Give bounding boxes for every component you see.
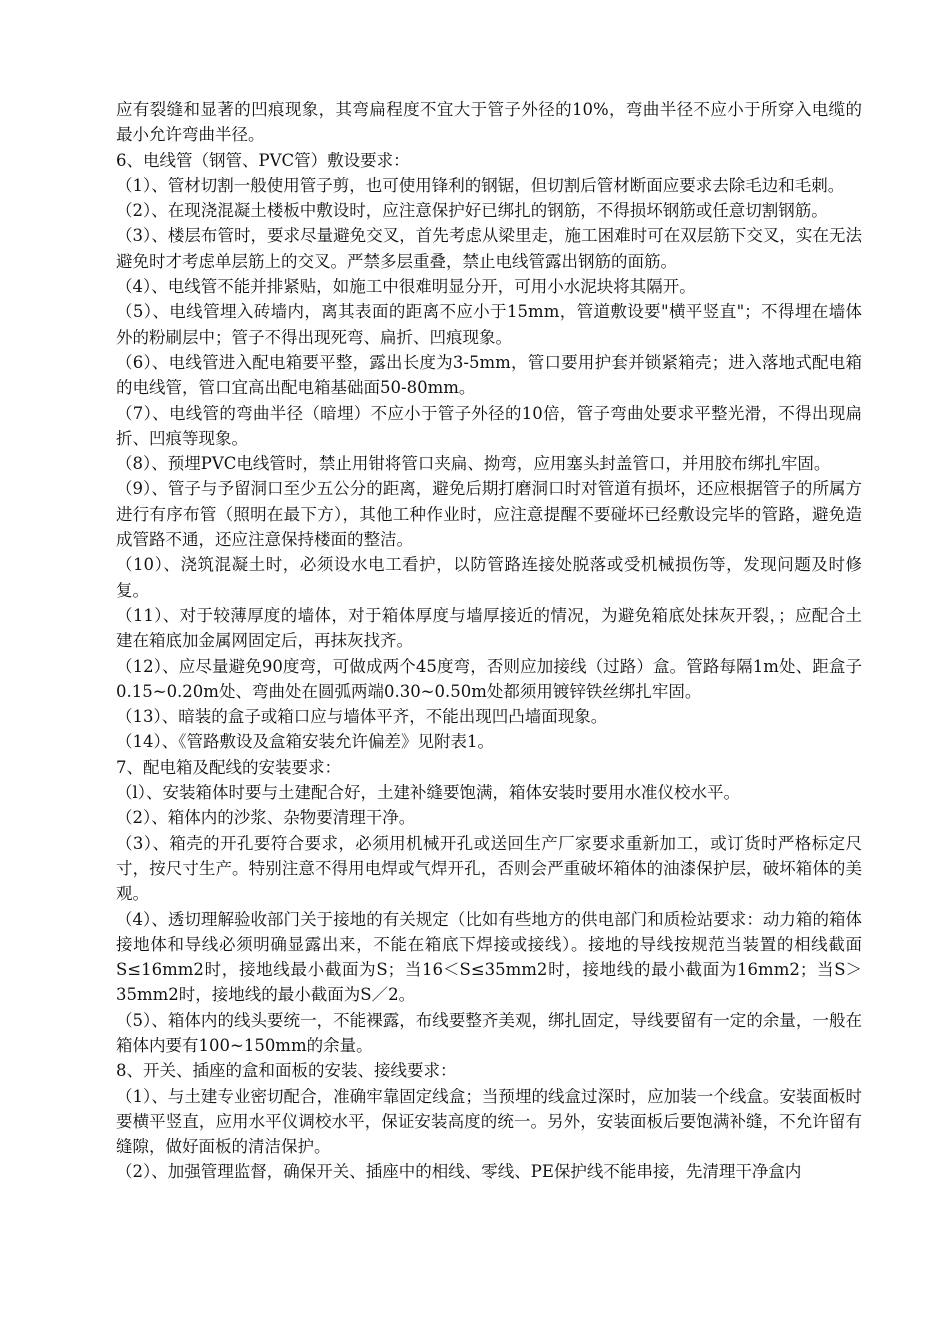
paragraph-6-14: （14）、《管路敷设及盒箱安装允许偏差》见附表1。 — [116, 732, 494, 752]
section-heading-6: 6、电线管（钢管、PVC管）敷设要求： — [116, 150, 410, 170]
paragraph-7-5: （5）、箱体内的线头要统一，不能裸露，布线要整齐美观，绑扎固定，导线要留有一定的余量，一般在箱体内要有100~150mm的余量。 — [116, 1010, 862, 1055]
section-heading-8: 8、开关、插座的盒和面板的安装、接线要求： — [116, 1061, 457, 1081]
paragraph-pipe-bending-tail: 应有裂缝和显著的凹痕现象，其弯扁程度不宜大于管子外径的10%，弯曲半径不应小于所穿入电缆的最小允许弯曲半径。 — [116, 100, 862, 145]
paragraph-6-10: （10）、浇筑混凝土时，必须设水电工看护，以防管路连接处脱落或受机械损伤等，发现问题及时修复。 — [116, 555, 862, 600]
paragraph-6-6: （6）、电线管进入配电箱要平整，露出长度为3-5mm，管口要用护套并锁紧箱壳；进入落地式配电箱的电线管，管口宜高出配电箱基础面50-80mm。 — [116, 352, 862, 398]
paragraph-8-1: （1）、与土建专业密切配合，准确牢靠固定线盒；当预埋的线盒过深时，应加装一个线盒。安装面板时要横平竖直，应用水平仪调校水平，保证安装高度的统一。另外，安装面板后要饱满补缝，不允许留有缝隙，做好面板的清洁保护。 — [116, 1086, 862, 1157]
paragraph-6-5: （5）、电线管埋入砖墙内，离其表面的距离不应小于15mm，管道敷设要"横平竖直"；不得埋在墙体外的粉刷层中；管子不得出现死弯、扁折、凹痕现象。 — [116, 302, 862, 347]
paragraph-6-7: （7）、电线管的弯曲半径（暗埋）不应小于管子外径的10倍，管子弯曲处要求平整光滑，不得出现扁折、凹痕等现象。 — [116, 403, 862, 448]
paragraph-6-3: （3）、楼层布管时，要求尽量避免交叉，首先考虑从梁里走，施工困难时可在双层筋下交叉，实在无法避免时才考虑单层筋上的交叉。严禁多层重叠，禁止电线管露出钢筋的面筋。 — [116, 226, 862, 271]
section-heading-7: 7、配电箱及配线的安装要求： — [116, 757, 341, 777]
paragraph-6-4: （4）、电线管不能并排紧贴，如施工中很难明显分开，可用小水泥块将其隔开。 — [116, 277, 696, 297]
document-body — [116, 97, 862, 1185]
paragraph-6-13: （13）、暗装的盒子或箱口应与墙体平齐，不能出现凹凸墙面现象。 — [116, 707, 608, 727]
paragraph-7-3: （3）、箱壳的开孔要符合要求，必须用机械开孔或送回生产厂家要求重新加工，或订货时严格标定尺寸，按尺寸生产。特别注意不得用电焊或气焊开孔，否则会严重破坏箱体的油漆保护层，破坏箱体的美观。 — [116, 833, 862, 904]
paragraph-6-8: （8）、预埋PVC电线管时，禁止用钳将管口夹扁、拗弯，应用塞头封盖管口，并用胶布绑扎牢固。 — [116, 454, 831, 474]
paragraph-7-4: （4）、透切理解验收部门关于接地的有关规定（比如有些地方的供电部门和质检站要求：动力箱的箱体接地体和导线必须明确显露出来，不能在箱底下焊接或接线）。接地的导线按规范当装置的相线截面S≤16mm2时，接地线最小截面为S；当16＜S≤35mm2时，接地线的最小截面为16mm2；当S＞35mm2时，接地线的最小截面为S／2。 — [116, 909, 862, 1005]
paragraph-6-1: （1）、管材切割一般使用管子剪，也可使用锋利的钢锯，但切割后管材断面应要求去除毛边和毛刺。 — [116, 175, 845, 195]
paragraph-8-2: （2）、加强管理监督，确保开关、插座中的相线、零线、PE保护线不能串接，先清理干净盒内 — [116, 1162, 802, 1182]
paragraph-7-2: （2）、箱体内的沙浆、杂物要清理干净。 — [116, 808, 416, 828]
paragraph-7-1: （l）、安装箱体时要与土建配合好，土建补缝要饱满，箱体安装时要用水准仪校水平。 — [116, 783, 741, 803]
paragraph-6-9: （9）、管子与予留洞口至少五公分的距离，避免后期打磨洞口时对管道有损坏，还应根据管子的所属方进行有序布管（照明在最下方），其他工种作业时，应注意提醒不要碰坏已经敷设完毕的管路，避免造成管路不通，还应注意保持楼面的整洁。 — [116, 479, 862, 550]
paragraph-6-11: （11）、对于较薄厚度的墙体，对于箱体厚度与墙厚接近的情况，为避免箱底处抹灰开裂，；应配合土建在箱底加金属网固定后，再抹灰找齐。 — [116, 605, 862, 651]
paragraph-6-2: （2）、在现浇混凝土楼板中敷设时，应注意保护好已绑扎的钢筋，不得损坏钢筋或任意切割钢筋。 — [116, 201, 828, 221]
paragraph-6-12: （12）、应尽量避免90度弯，可做成两个45度弯，否则应加接线（过路）盒。管路每隔1m处、距盒子0.15~0.20m处、弯曲处在圆弧两端0.30~0.50m处都须用镀锌铁丝绑扎牢固。 — [116, 656, 862, 701]
